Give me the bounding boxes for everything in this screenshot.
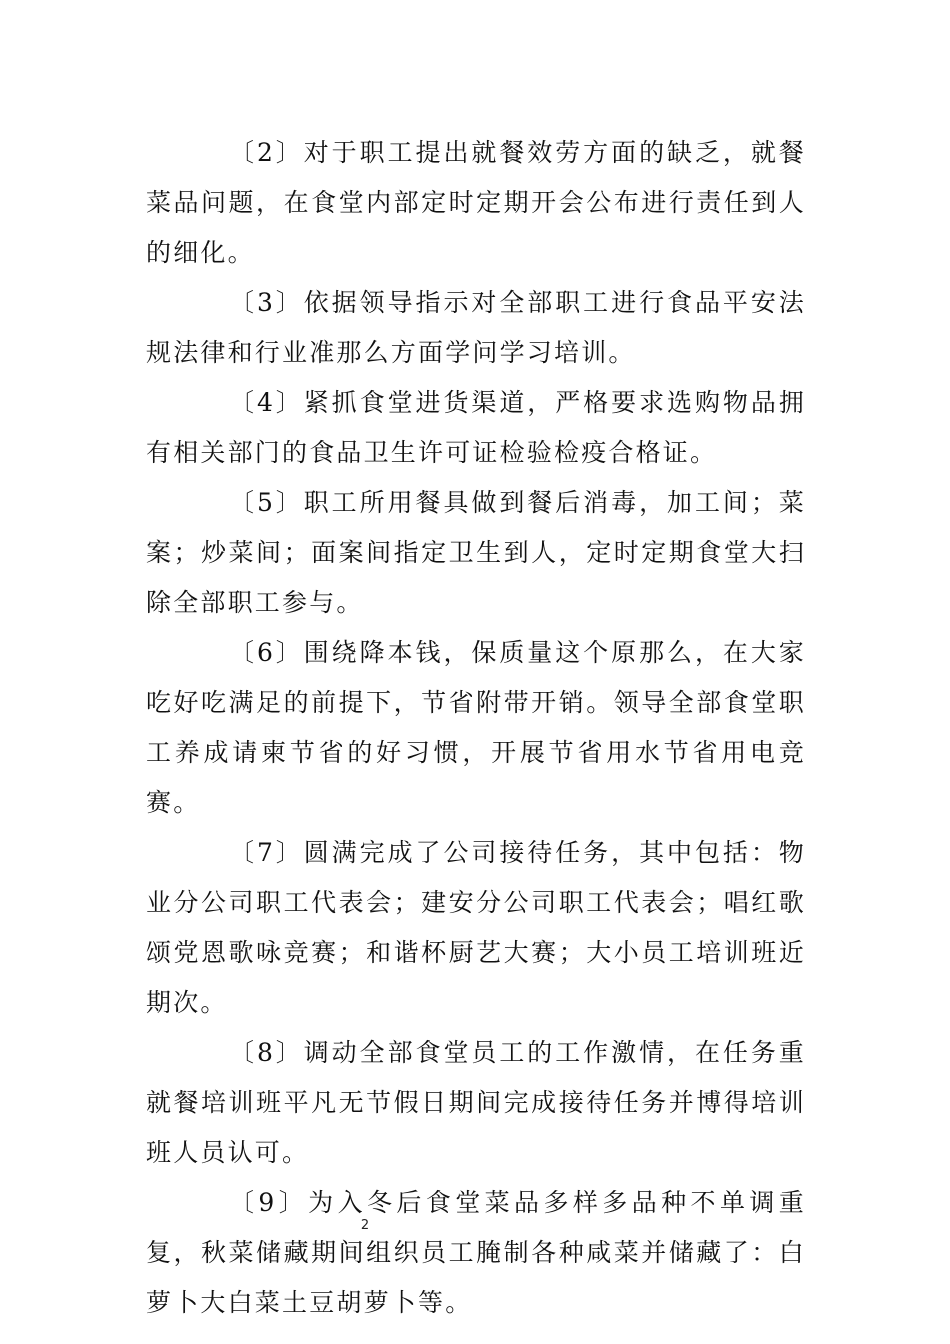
page-number: 2 [360, 1218, 370, 1233]
paragraph-item-7: 〔7〕圆满完成了公司接待任务，其中包括：物业分公司职工代表会；建安分公司职工代表会；唱红歌颂党恩歌咏竞赛；和谐杯厨艺大赛；大小员工培训班近期次。 [146, 838, 806, 1017]
paragraph-item-3: 〔3〕依据领导指示对全部职工进行食品平安法规法律和行业准那么方面学问学习培训。 [146, 288, 806, 367]
paragraph-item-9: 〔9〕为入冬后食堂菜品多样多品种不单调重复，秋菜储藏期间组织员工腌制各种咸菜并储藏了：白萝卜大白菜土豆胡萝卜等。 [146, 1188, 806, 1317]
paragraph-item-2: 〔2〕对于职工提出就餐效劳方面的缺乏，就餐菜品问题，在食堂内部定时定期开会公布进行责任到人的细化。 [146, 138, 806, 267]
document-body [146, 128, 806, 1328]
paragraph-item-8: 〔8〕调动全部食堂员工的工作激情，在任务重就餐培训班平凡无节假日期间完成接待任务并博得培训班人员认可。 [146, 1038, 806, 1167]
paragraph-item-6: 〔6〕围绕降本钱，保质量这个原那么，在大家吃好吃满足的前提下，节省附带开销。领导全部食堂职工养成请柬节省的好习惯，开展节省用水节省用电竞赛。 [146, 638, 806, 817]
paragraph-item-4: 〔4〕紧抓食堂进货渠道，严格要求选购物品拥有相关部门的食品卫生许可证检验检疫合格证。 [146, 388, 806, 467]
paragraph-item-5: 〔5〕职工所用餐具做到餐后消毒，加工间；菜案；炒菜间；面案间指定卫生到人，定时定期食堂大扫除全部职工参与。 [146, 488, 806, 617]
